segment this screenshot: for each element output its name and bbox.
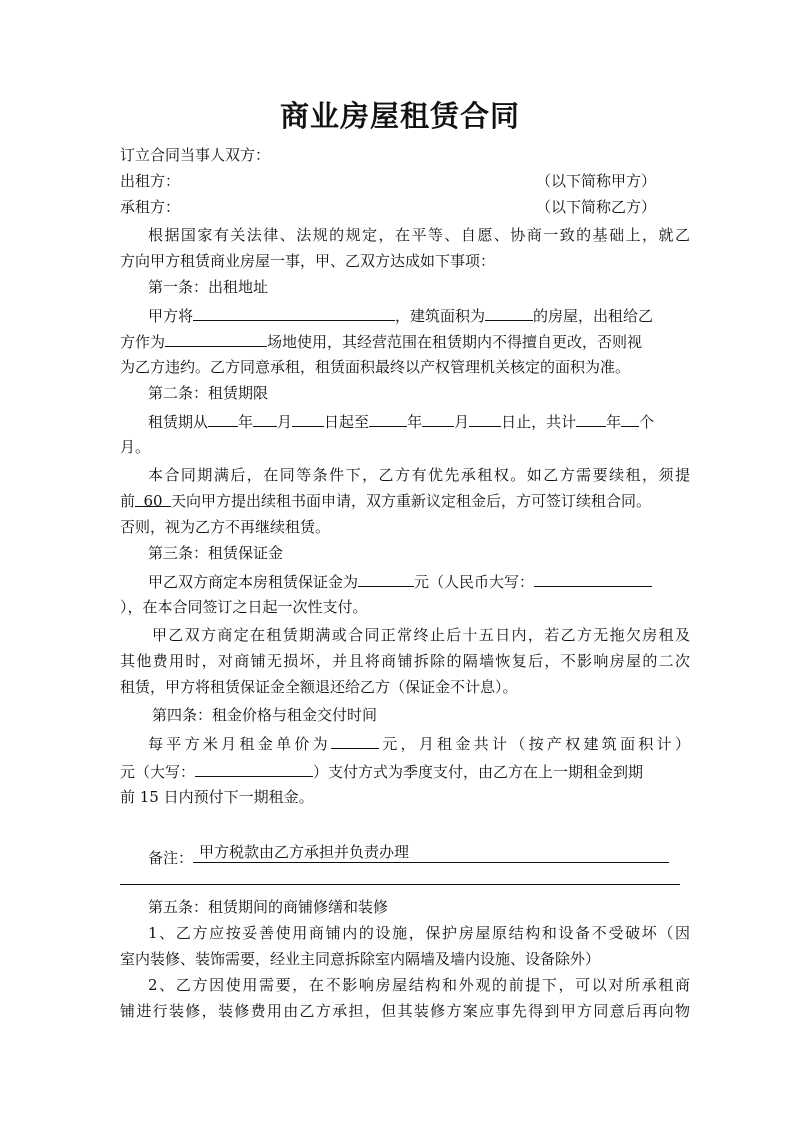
article3-line-2: ），在本合同签订之日起一次性支付。 <box>120 598 368 616</box>
article2-renewal-line-3: 否则，视为乙方不再继续租赁。 <box>120 518 331 536</box>
article5-item2-line-1: 2、乙方因使用需要，在不影响房屋结构和外观的前提下，可以对所承租商 <box>148 976 690 994</box>
article4-line-2 <box>120 758 690 784</box>
start-day-blank[interactable] <box>292 408 324 427</box>
page-title: 商业房屋租赁合同 <box>279 99 520 133</box>
address-blank[interactable] <box>193 302 395 321</box>
deposit-amount-blank[interactable] <box>358 568 414 587</box>
total-months-blank[interactable] <box>621 408 639 427</box>
article4-text: ）支付方式为季度支付，由乙方在上一期租金到期 <box>313 763 644 781</box>
year-label: 年 <box>407 413 423 431</box>
notice-days-field[interactable]: 60 <box>135 488 171 507</box>
article2-line-2: 月。 <box>120 438 151 456</box>
end-year-blank[interactable] <box>369 408 407 427</box>
year-label: 年 <box>606 413 622 431</box>
article4-line-3: 前 15 日内预付下一期租金。 <box>120 788 314 806</box>
article1-line-3: 为乙方违约。乙方同意承租，租赁面积最终以产权管理机关核定的面积为准。 <box>120 358 631 376</box>
monthly-rent-words-blank[interactable] <box>195 758 313 777</box>
article2-line-1 <box>148 408 690 434</box>
remark-label: 备注： <box>148 849 194 867</box>
lessee-note: （以下简称乙方） <box>536 198 657 216</box>
article5-item1-line-2: 室内装修、装饰需要，经业主同意拆除室内隔墙及墙内设施、设备除外） <box>120 950 601 968</box>
lessor-label: 出租方： <box>120 172 181 190</box>
article2-heading: 第二条：租赁期限 <box>148 384 269 402</box>
preamble-line-2: 方向甲方租赁商业房屋一事，甲、乙双方达成如下事项： <box>120 252 496 270</box>
article1-text: ，建筑面积为 <box>395 307 486 325</box>
remark-field[interactable] <box>193 842 669 863</box>
month-label: 月 <box>454 413 470 431</box>
article2-text: 日起至 <box>324 413 370 431</box>
month-label: 月 <box>277 413 293 431</box>
article4-text: 元，月租金共计（按产权建筑面积计） <box>378 735 690 753</box>
preamble-line-1: 根据国家有关法律、法规的规定，在平等、自愿、协商一致的基础上，就乙 <box>148 226 690 244</box>
unit-price-blank[interactable] <box>331 730 379 749</box>
total-years-blank[interactable] <box>576 408 606 427</box>
article2-renewal-line-2 <box>120 488 690 514</box>
start-year-blank[interactable] <box>208 408 238 427</box>
article3-heading: 第三条：租赁保证金 <box>148 544 284 562</box>
article1-text: 甲方将 <box>148 307 194 325</box>
article5-item1-line-1: 1、乙方应按妥善使用商铺内的设施，保护房屋原结构和设备不受破坏（因 <box>148 924 690 942</box>
article1-line-2 <box>120 328 690 354</box>
article5-item2-line-2: 铺进行装修，装修费用由乙方承担，但其装修方案应事先得到甲方同意后再向物 <box>120 1002 690 1020</box>
article1-text: 方作为 <box>120 333 166 351</box>
article2-text: 租赁期从 <box>148 413 209 431</box>
area-blank[interactable] <box>485 302 533 321</box>
article4-heading: 第四条：租金价格与租金交付时间 <box>152 706 378 724</box>
article2-text: 前 <box>120 492 136 510</box>
usage-blank[interactable] <box>165 328 267 347</box>
article2-renewal-line-1: 本合同期满后，在同等条件下，乙方有优先承租权。如乙方需要续租，须提 <box>148 466 690 484</box>
lessee-label: 承租方： <box>120 198 181 216</box>
article4-text: 元（大写： <box>120 763 196 781</box>
article4-text: 每平方米月租金单价为 <box>148 735 331 753</box>
article3-text: 元（人民币大写： <box>414 573 535 591</box>
article1-text: 场地使用，其经营范围在租赁期内不得擅自更改，否则视 <box>267 333 643 351</box>
article5-heading: 第五条：租赁期间的商铺修缮和装修 <box>148 898 389 916</box>
end-month-blank[interactable] <box>422 408 454 427</box>
article3-line-1 <box>148 568 690 594</box>
remark <box>148 842 690 870</box>
article2-text: 日止，共计 <box>501 413 577 431</box>
lessor-note: （以下简称甲方） <box>536 172 657 190</box>
article2-text: 天向甲方提出续租书面申请，双方重新议定租金后，方可签订续租合同。 <box>171 492 652 510</box>
article1-text: 的房屋，出租给乙 <box>533 307 654 325</box>
deposit-words-blank[interactable] <box>534 568 652 587</box>
remark-text: 甲方税款由乙方承担并负责办理 <box>199 843 410 861</box>
article1-line-1 <box>148 302 690 328</box>
remark-divider <box>120 884 680 885</box>
end-day-blank[interactable] <box>469 408 501 427</box>
article3-text: 甲乙双方商定本房租赁保证金为 <box>148 573 359 591</box>
article2-text: 个 <box>639 413 655 431</box>
article3-refund-line-1: 甲乙双方商定在租赁期满或合同正常终止后十五日内，若乙方无拖欠房租及 <box>152 626 690 644</box>
article3-refund-line-2: 其他费用时，对商铺无损坏，并且将商铺拆除的隔墙恢复后，不影响房屋的二次 <box>120 652 690 670</box>
year-label: 年 <box>238 413 254 431</box>
parties-intro: 订立合同当事人双方： <box>120 146 271 164</box>
start-month-blank[interactable] <box>253 408 277 427</box>
article3-refund-line-3: 租赁，甲方将租赁保证金全额退还给乙方（保证金不计息）。 <box>120 678 518 696</box>
article1-heading: 第一条：出租地址 <box>148 278 269 296</box>
article4-line-1 <box>148 730 690 756</box>
